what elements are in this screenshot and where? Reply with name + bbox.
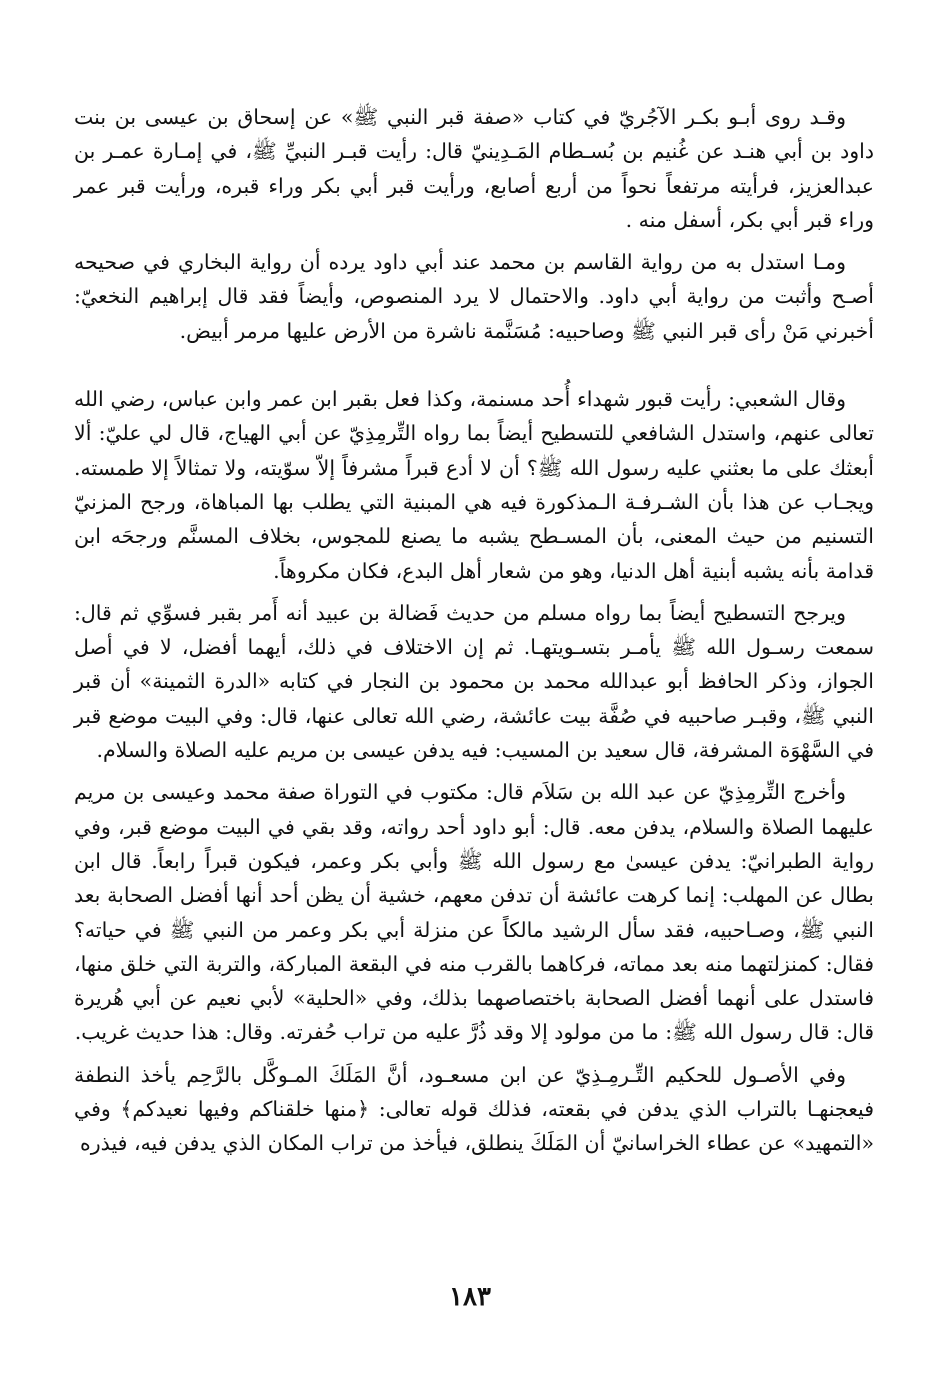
paragraph-6: وفي الأصـول للحكيم التِّـرمِـذِيّ عن ابن مسعـود، أنَّ المَلَكَ المـوكَّل بالرَّحِم يأخذ النطفة فيعجنهـا بالتراب الذي يدفن في بقعته، فذلك قوله تعالى: ﴿منها خلقناكم وفيها نعيدكم﴾ وفي «التمهيد» عن عطاء الخراسانيّ أن المَلَكَ ينطلق، فيأخذ من تراب المكان الذي يدفن فيه، فيذره (74, 1062, 874, 1156)
paragraph-5: وأخرج التِّرمِذِيّ عن عبد الله بن سَلاَم قال: مكتوب في التوراة صفة محمد وعيسى بن مريم عليهما الصلاة والسلام، يدفن معه. قال: أبو داود أحد رواته، وقد بقي في البيت موضع قبر، وفي رواية الطبرانيّ: يدفن عيسىٰ مع رسول الله ﷺ وأبي بكر وعمر، فيكون قبراً رابعاً. قال ابن بطال عن المهلب: إنما كرهت عائشة أن تدفن معهم، خشية أن يظن أحد أنها أفضل الصحابة بعد النبي ﷺ، وصـاحبيه، فقد سأل الرشيد مالكاً عن منزلة أبي بكر وعمر من النبي ﷺ في حياته؟ فقال: كمنزلتهما منه بعد مماته، فركاهما بالقرب منه في البقعة المباركة، والتربة التي خلق منها، فاستدل على أنهما أفضل الصحابة باختصاصهما بذلك، وفي «الحلية» لأبي نعيم عن أبي هُريرة قال: قال رسول الله ﷺ: ما من مولود إلا وقد ذُرَّ عليه من تراب حُفرته. وقال: هذا حديث غريب. (74, 780, 874, 1045)
paragraph-1: وقـد روى أبـو بكـر الآجُريّ في كتاب «صفة قبر النبي ﷺ» عن إسحاق بن عيسى بن بنت داود بن أبي هنـد عن غُنيم بن بُسـطام المَـدِينيّ قال: رأيت قبـر النبيِّ ﷺ، في إمـارة عمـر بن عبدالعزيز، فرأيته مرتفعاً نحواً من أربع أصابع، ورأيت قبر أبي بكر وراء قبره، ورأيت قبر عمر وراء قبر أبي بكر، أسفل منه . (74, 105, 874, 232)
paragraph-3: وقال الشعبي: رأيت قبور شهداء أُحد مسنمة، وكذا فعل بقبر ابن عمر وابن عباس، رضي الله تعالى عنهم، واستدل الشافعي للتسطيح أيضاً بما رواه التِّرمِذِيّ عن أبي الهياج، قال لي عليّ: ألا أبعثك على ما بعثني عليه رسول الله ﷺ؟ أن لا أدع قبراً مشرفاً إلاّ سوّيته، ولا تمثالاً إلا طمسته. ويجـاب عن هذا بأن الشـرفـة الـمذكورة فيه هي المبنية التي يطلب بها المباهاة، ورجح المزنيّ التسنيم من حيث المعنى، بأن المسـطح يشبه ما يصنع للمجوس، بخلاف المسنَّم ورجحَه ابن قدامة بأنه يشبه أبنية أهل الدنيا، وهو من شعار أهل البدع، فكان مكروهاً. (74, 387, 874, 583)
page-body (74, 100, 874, 1161)
paragraph-2: ومـا استدل به من رواية القاسم بن محمد عند أبي داود يرده أن رواية البخاري في صحيحه أصـح وأثبت من رواية أبي داود. والاحتمال لا يرد المنصوص، وأيضاً فقد قال إبراهيم النخعيّ: أخبرني مَنْ رأى قبر النبي ﷺ وصاحبيه: مُسَنَّمة ناشرة من الأرض عليها مرمر أبيض. (74, 250, 874, 343)
page-number: ١٨٣ (449, 1282, 491, 1312)
paragraph-4: ويرجح التسطيح أيضاً بما رواه مسلم من حديث فَضالة بن عبيد أنه أَمر بقبر فسوِّي ثم قال: سمعت رسـول الله ﷺ يأمـر بتسـويتهـا. ثم إن الاختلاف في ذلك، أيهما أفضل، لا في أصل الجواز، وذكر الحافظ أبو عبدالله محمد بن محمود بن النجار في كتابه «الدرة الثمينة» أن قبر النبي ﷺ، وقبـر صاحبيه في صُفَّة بيت عائشة، رضي الله تعالى عنها، قال: وفي البيت موضع قبر في السَّهْوَة المشرفة، قال سعيد بن المسيب: فيه يدفن عيسى بن مريم عليه الصلاة والسلام. (74, 600, 874, 763)
